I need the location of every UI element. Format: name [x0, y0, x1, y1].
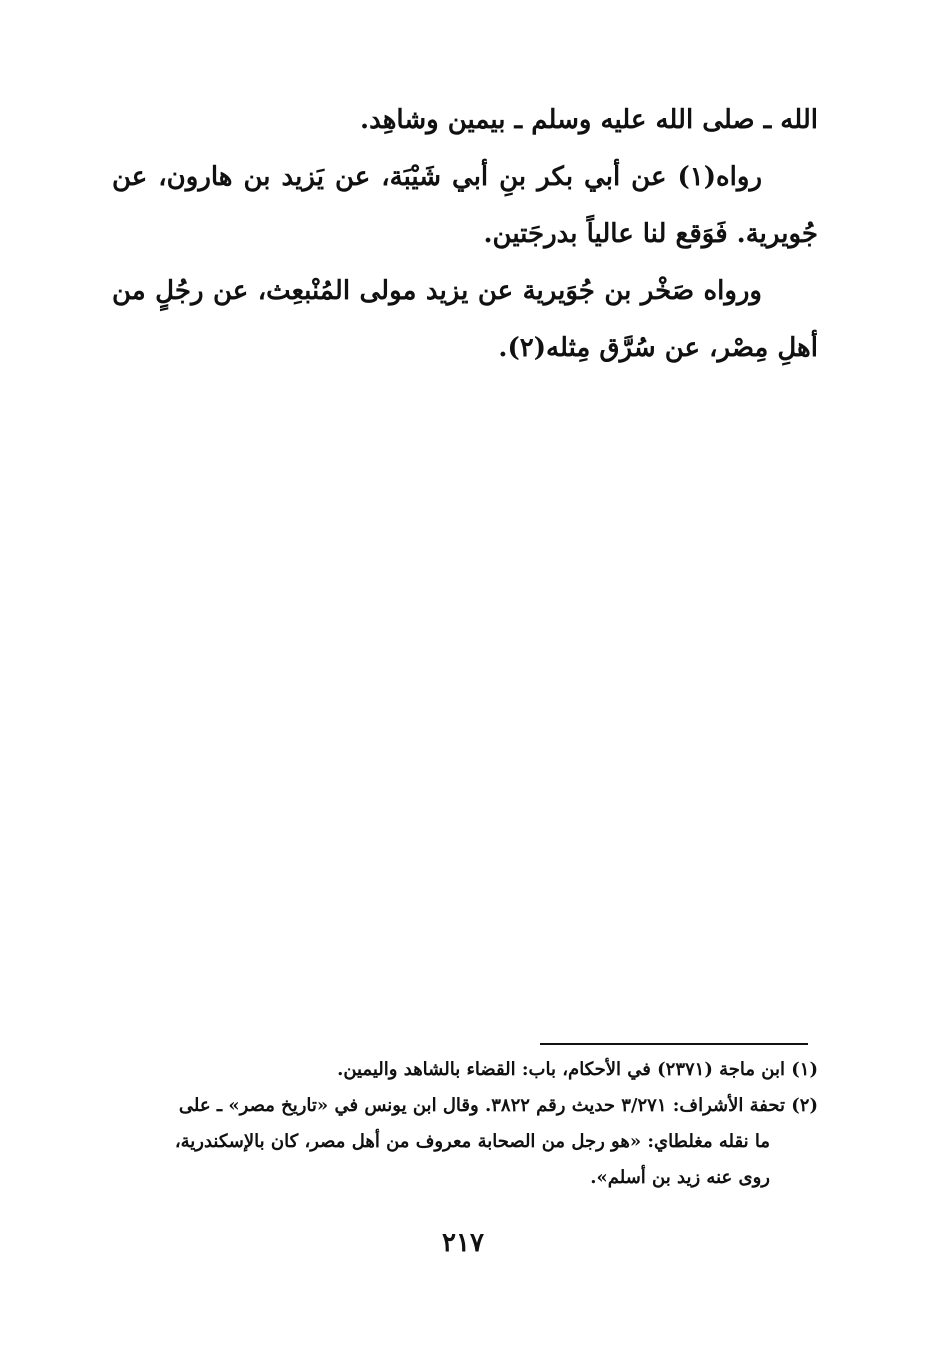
body-line-1: الله ـ صلى الله عليه وسلم ـ بيمين وشاهِد.: [360, 105, 818, 135]
footnote-2-continuation-2: روى عنه زيد بن أسلم».: [590, 1167, 770, 1188]
footnotes: [112, 1052, 818, 1196]
footnote-2-continuation-1: ما نقله مغلطاي: «هو رجل من الصحابة معروف من أهل مصر، كان بالإسكندرية،: [174, 1131, 770, 1152]
body-paragraph-3: ورواه صَخْر بن جُوَيرية عن يزيد مولى المُنْبعِث، عن رجُلٍ من أهلِ مِصْر، عن سُرَّق مِثله(٢).: [112, 276, 818, 363]
main-text: [112, 92, 818, 377]
footnote-1: (١) ابن ماجة (٢٣٧١) في الأحكام، باب: القضاء بالشاهد واليمين.: [337, 1059, 818, 1080]
body-paragraph-2: رواه(١) عن أبي بكر بنِ أبي شَيْبَة، عن يَزيد بن هارون، عن جُويرية. فَوَقع لنا عالياً بدرجَتين.: [112, 162, 818, 249]
footnote-divider: [540, 1043, 808, 1045]
page-number: ٢١٧: [442, 1228, 484, 1258]
footnote-2: (٢) تحفة الأشراف: ٣/٢٧١ حديث رقم ٣٨٢٢. وقال ابن يونس في «تاريخ مصر» ـ على: [178, 1095, 818, 1116]
